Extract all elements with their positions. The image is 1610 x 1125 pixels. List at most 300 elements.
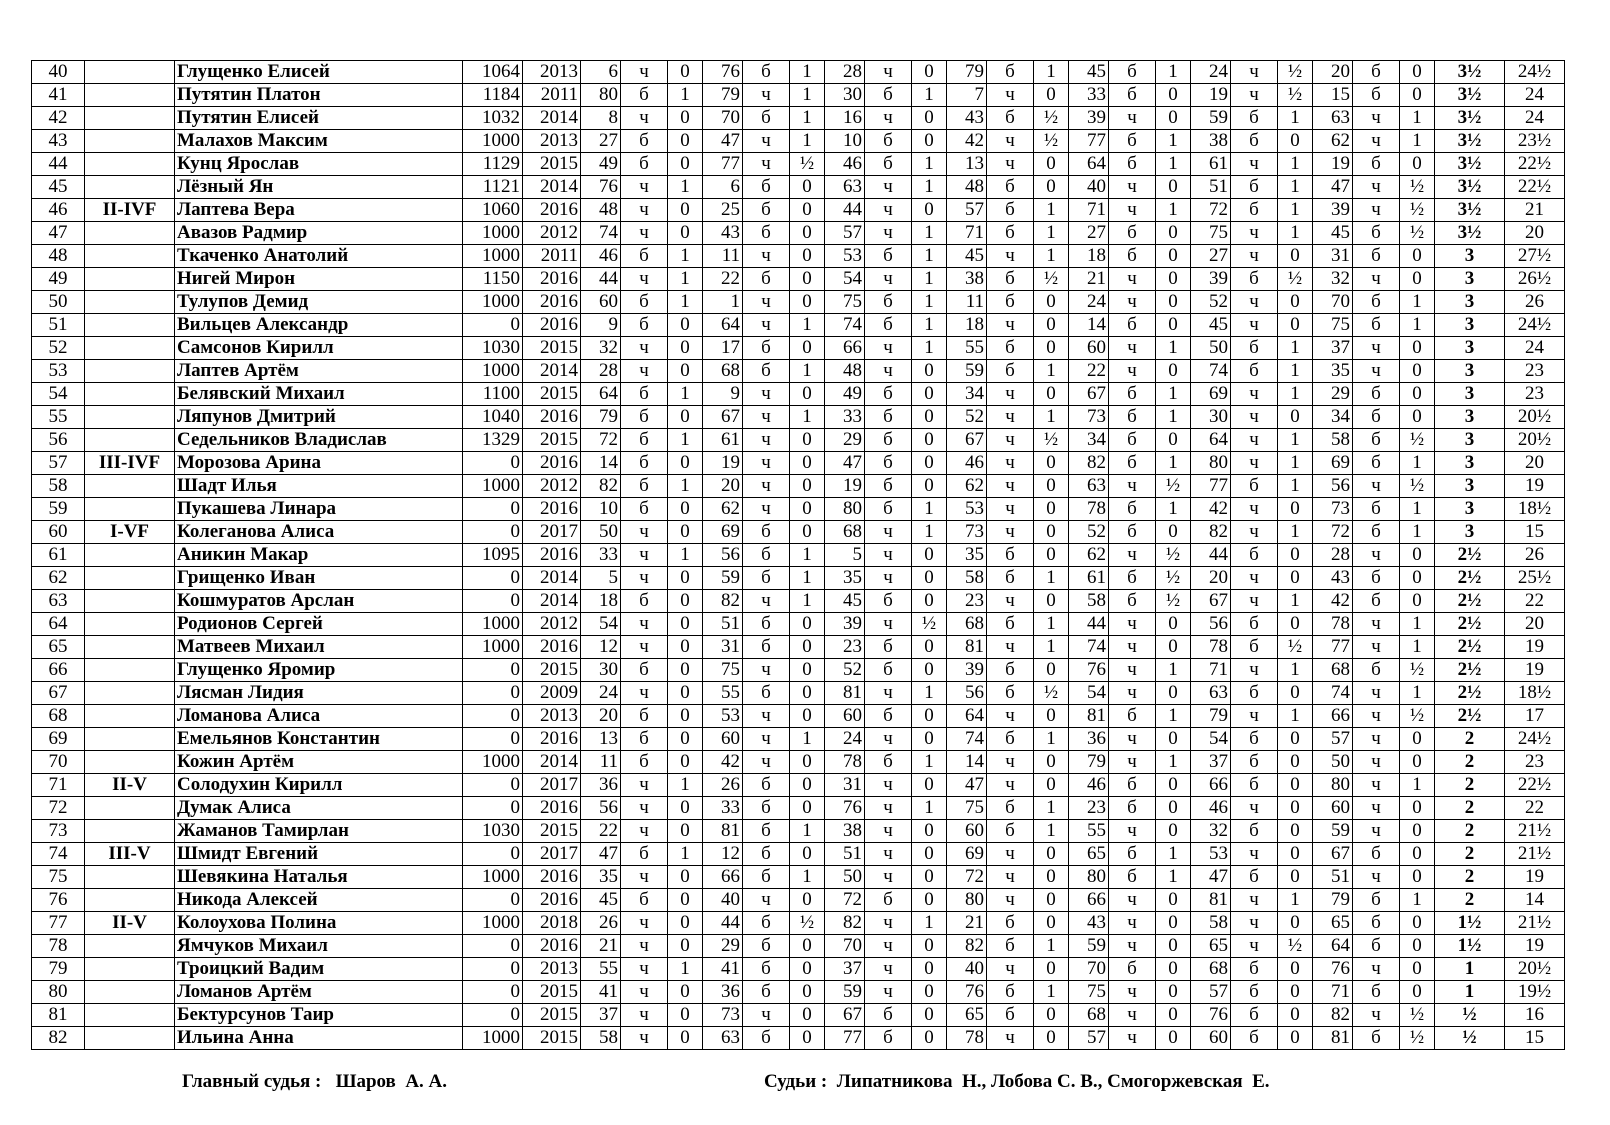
tiebreak-cell: 21½ (1505, 820, 1565, 843)
color-cell-r2: б (743, 61, 790, 84)
color-cell-r7: б (1353, 452, 1400, 475)
color-cell-r1: ч (621, 682, 668, 705)
player-name-cell: Думак Алиса (175, 797, 463, 820)
result-cell-r6: 1 (1278, 590, 1313, 613)
color-cell-r3: ч (865, 107, 912, 130)
color-cell-r4: б (987, 935, 1034, 958)
result-cell-r2: 1 (790, 590, 825, 613)
result-cell-r7: 0 (1400, 843, 1435, 866)
result-cell-r6: 0 (1278, 291, 1313, 314)
birth-year-cell: 2015 (523, 383, 581, 406)
rating-cell: 0 (463, 590, 523, 613)
color-cell-r1: б (621, 889, 668, 912)
result-cell-r3: 0 (912, 705, 947, 728)
result-cell-r4: 1 (1034, 199, 1069, 222)
color-cell-r5: ч (1109, 728, 1156, 751)
opponent-cell-r7: 60 (1313, 797, 1353, 820)
color-cell-r4: ч (987, 774, 1034, 797)
result-cell-r5: 1 (1156, 452, 1191, 475)
color-cell-r4: ч (987, 498, 1034, 521)
result-cell-r1: 0 (668, 705, 703, 728)
birth-year-cell: 2015 (523, 1004, 581, 1027)
opponent-cell-r2: 41 (703, 958, 743, 981)
birth-year-cell: 2018 (523, 912, 581, 935)
rating-cell: 1000 (463, 291, 523, 314)
result-cell-r2: 1 (790, 544, 825, 567)
color-cell-r2: ч (743, 406, 790, 429)
opponent-cell-r7: 78 (1313, 613, 1353, 636)
color-cell-r6: ч (1231, 452, 1278, 475)
result-cell-r5: 0 (1156, 912, 1191, 935)
player-name-cell: Ильина Анна (175, 1027, 463, 1050)
opponent-cell-r7: 64 (1313, 935, 1353, 958)
color-cell-r5: б (1109, 590, 1156, 613)
category-cell (85, 107, 175, 130)
result-cell-r6: ½ (1278, 61, 1313, 84)
color-cell-r6: ч (1231, 498, 1278, 521)
opponent-cell-r6: 57 (1191, 981, 1231, 1004)
result-cell-r6: ½ (1278, 935, 1313, 958)
color-cell-r6: б (1231, 107, 1278, 130)
result-cell-r5: 1 (1156, 130, 1191, 153)
category-cell (85, 130, 175, 153)
result-cell-r6: 1 (1278, 705, 1313, 728)
opponent-cell-r7: 71 (1313, 981, 1353, 1004)
rating-cell: 0 (463, 843, 523, 866)
place-cell: 68 (32, 705, 85, 728)
result-cell-r1: 1 (668, 176, 703, 199)
color-cell-r2: б (743, 1027, 790, 1050)
color-cell-r1: б (621, 452, 668, 475)
result-cell-r4: 1 (1034, 935, 1069, 958)
color-cell-r6: ч (1231, 567, 1278, 590)
result-cell-r3: 0 (912, 1027, 947, 1050)
color-cell-r7: б (1353, 498, 1400, 521)
opponent-cell-r5: 23 (1069, 797, 1109, 820)
player-name-cell: Ломанова Алиса (175, 705, 463, 728)
color-cell-r6: б (1231, 337, 1278, 360)
opponent-cell-r2: 79 (703, 84, 743, 107)
opponent-cell-r7: 45 (1313, 222, 1353, 245)
points-cell: 2 (1435, 774, 1505, 797)
opponent-cell-r7: 75 (1313, 314, 1353, 337)
result-cell-r3: 1 (912, 222, 947, 245)
opponent-cell-r4: 11 (947, 291, 987, 314)
color-cell-r2: б (743, 521, 790, 544)
opponent-cell-r3: 10 (825, 130, 865, 153)
birth-year-cell: 2016 (523, 291, 581, 314)
color-cell-r7: ч (1353, 866, 1400, 889)
color-cell-r2: б (743, 958, 790, 981)
color-cell-r1: ч (621, 107, 668, 130)
color-cell-r4: ч (987, 406, 1034, 429)
opponent-cell-r7: 47 (1313, 176, 1353, 199)
result-cell-r5: ½ (1156, 544, 1191, 567)
birth-year-cell: 2014 (523, 176, 581, 199)
color-cell-r7: б (1353, 912, 1400, 935)
category-cell (85, 337, 175, 360)
result-cell-r2: 0 (790, 521, 825, 544)
birth-year-cell: 2013 (523, 958, 581, 981)
points-cell: 2 (1435, 889, 1505, 912)
color-cell-r4: б (987, 912, 1034, 935)
result-cell-r3: 1 (912, 268, 947, 291)
rating-cell: 1030 (463, 820, 523, 843)
result-cell-r7: 0 (1400, 935, 1435, 958)
tiebreak-cell: 20½ (1505, 429, 1565, 452)
opponent-cell-r5: 24 (1069, 291, 1109, 314)
player-name-cell: Ямчуков Михаил (175, 935, 463, 958)
result-cell-r3: 0 (912, 567, 947, 590)
color-cell-r5: б (1109, 958, 1156, 981)
result-cell-r7: 0 (1400, 751, 1435, 774)
color-cell-r3: ч (865, 199, 912, 222)
result-cell-r1: 1 (668, 544, 703, 567)
color-cell-r2: ч (743, 498, 790, 521)
opponent-cell-r2: 42 (703, 751, 743, 774)
color-cell-r2: б (743, 797, 790, 820)
opponent-cell-r2: 66 (703, 866, 743, 889)
birth-year-cell: 2012 (523, 222, 581, 245)
opponent-cell-r3: 77 (825, 1027, 865, 1050)
opponent-cell-r4: 62 (947, 475, 987, 498)
opponent-cell-r1: 5 (581, 567, 621, 590)
result-cell-r4: 1 (1034, 636, 1069, 659)
color-cell-r2: ч (743, 291, 790, 314)
result-cell-r3: 0 (912, 981, 947, 1004)
result-cell-r6: 0 (1278, 314, 1313, 337)
color-cell-r7: б (1353, 1027, 1400, 1050)
tiebreak-cell: 21½ (1505, 912, 1565, 935)
birth-year-cell: 2016 (523, 866, 581, 889)
player-name-cell: Лаптева Вера (175, 199, 463, 222)
opponent-cell-r3: 78 (825, 751, 865, 774)
opponent-cell-r4: 13 (947, 153, 987, 176)
color-cell-r3: б (865, 889, 912, 912)
tiebreak-cell: 22 (1505, 590, 1565, 613)
rating-cell: 0 (463, 452, 523, 475)
result-cell-r7: 0 (1400, 958, 1435, 981)
category-cell (85, 935, 175, 958)
place-cell: 57 (32, 452, 85, 475)
place-cell: 69 (32, 728, 85, 751)
result-cell-r1: 0 (668, 406, 703, 429)
player-name-cell: Путятин Елисей (175, 107, 463, 130)
color-cell-r1: б (621, 705, 668, 728)
opponent-cell-r7: 34 (1313, 406, 1353, 429)
opponent-cell-r6: 72 (1191, 199, 1231, 222)
color-cell-r7: ч (1353, 130, 1400, 153)
result-cell-r2: ½ (790, 153, 825, 176)
color-cell-r2: б (743, 935, 790, 958)
birth-year-cell: 2014 (523, 567, 581, 590)
result-cell-r2: 0 (790, 843, 825, 866)
color-cell-r6: ч (1231, 314, 1278, 337)
result-cell-r4: 1 (1034, 406, 1069, 429)
color-cell-r3: б (865, 590, 912, 613)
opponent-cell-r1: 60 (581, 291, 621, 314)
opponent-cell-r7: 76 (1313, 958, 1353, 981)
color-cell-r6: б (1231, 981, 1278, 1004)
color-cell-r3: ч (865, 728, 912, 751)
birth-year-cell: 2016 (523, 498, 581, 521)
result-cell-r1: 0 (668, 1004, 703, 1027)
result-cell-r3: 0 (912, 544, 947, 567)
opponent-cell-r4: 79 (947, 61, 987, 84)
opponent-cell-r3: 80 (825, 498, 865, 521)
color-cell-r7: б (1353, 84, 1400, 107)
result-cell-r7: 0 (1400, 245, 1435, 268)
tiebreak-cell: 26½ (1505, 268, 1565, 291)
color-cell-r7: ч (1353, 820, 1400, 843)
result-cell-r6: 1 (1278, 222, 1313, 245)
opponent-cell-r6: 46 (1191, 797, 1231, 820)
result-cell-r2: 0 (790, 889, 825, 912)
player-name-cell: Емельянов Константин (175, 728, 463, 751)
color-cell-r1: б (621, 498, 668, 521)
rating-cell: 1100 (463, 383, 523, 406)
opponent-cell-r3: 54 (825, 268, 865, 291)
player-name-cell: Аникин Макар (175, 544, 463, 567)
result-cell-r2: 0 (790, 659, 825, 682)
color-cell-r5: б (1109, 429, 1156, 452)
rating-cell: 0 (463, 797, 523, 820)
opponent-cell-r5: 61 (1069, 567, 1109, 590)
color-cell-r5: б (1109, 153, 1156, 176)
color-cell-r2: б (743, 222, 790, 245)
opponent-cell-r1: 22 (581, 820, 621, 843)
opponent-cell-r7: 65 (1313, 912, 1353, 935)
rating-cell: 1000 (463, 751, 523, 774)
result-cell-r5: 0 (1156, 1004, 1191, 1027)
result-cell-r1: 1 (668, 475, 703, 498)
opponent-cell-r5: 74 (1069, 636, 1109, 659)
opponent-cell-r5: 81 (1069, 705, 1109, 728)
color-cell-r6: ч (1231, 291, 1278, 314)
opponent-cell-r4: 69 (947, 843, 987, 866)
color-cell-r5: б (1109, 383, 1156, 406)
place-cell: 62 (32, 567, 85, 590)
opponent-cell-r6: 44 (1191, 544, 1231, 567)
opponent-cell-r1: 76 (581, 176, 621, 199)
result-cell-r2: 0 (790, 429, 825, 452)
result-cell-r7: ½ (1400, 659, 1435, 682)
points-cell: 3 (1435, 360, 1505, 383)
player-name-cell: Малахов Максим (175, 130, 463, 153)
points-cell: 2½ (1435, 659, 1505, 682)
opponent-cell-r3: 29 (825, 429, 865, 452)
color-cell-r1: б (621, 383, 668, 406)
opponent-cell-r4: 68 (947, 613, 987, 636)
color-cell-r4: ч (987, 843, 1034, 866)
opponent-cell-r7: 43 (1313, 567, 1353, 590)
rating-cell: 0 (463, 774, 523, 797)
opponent-cell-r6: 77 (1191, 475, 1231, 498)
category-cell (85, 291, 175, 314)
color-cell-r7: ч (1353, 360, 1400, 383)
result-cell-r3: 0 (912, 728, 947, 751)
result-cell-r3: 0 (912, 406, 947, 429)
result-cell-r6: 0 (1278, 245, 1313, 268)
result-cell-r5: 0 (1156, 797, 1191, 820)
result-cell-r6: 0 (1278, 1004, 1313, 1027)
result-cell-r4: ½ (1034, 130, 1069, 153)
color-cell-r3: ч (865, 820, 912, 843)
result-cell-r4: 0 (1034, 774, 1069, 797)
result-cell-r2: 0 (790, 797, 825, 820)
opponent-cell-r7: 20 (1313, 61, 1353, 84)
tiebreak-cell: 19 (1505, 659, 1565, 682)
player-name-cell: Глущенко Яромир (175, 659, 463, 682)
player-name-cell: Колоухова Полина (175, 912, 463, 935)
opponent-cell-r1: 54 (581, 613, 621, 636)
color-cell-r7: ч (1353, 705, 1400, 728)
result-cell-r1: 0 (668, 866, 703, 889)
result-cell-r1: 0 (668, 360, 703, 383)
result-cell-r3: 0 (912, 61, 947, 84)
opponent-cell-r3: 60 (825, 705, 865, 728)
result-cell-r3: 0 (912, 820, 947, 843)
player-name-cell: Тулупов Демид (175, 291, 463, 314)
category-cell (85, 383, 175, 406)
color-cell-r1: б (621, 659, 668, 682)
color-cell-r5: б (1109, 452, 1156, 475)
player-name-cell: Грищенко Иван (175, 567, 463, 590)
tiebreak-cell: 20½ (1505, 406, 1565, 429)
rating-cell: 0 (463, 889, 523, 912)
player-name-cell: Матвеев Михаил (175, 636, 463, 659)
place-cell: 54 (32, 383, 85, 406)
result-cell-r2: 0 (790, 958, 825, 981)
birth-year-cell: 2016 (523, 935, 581, 958)
result-cell-r5: 0 (1156, 728, 1191, 751)
birth-year-cell: 2017 (523, 774, 581, 797)
result-cell-r3: 1 (912, 153, 947, 176)
opponent-cell-r4: 21 (947, 912, 987, 935)
result-cell-r7: 0 (1400, 360, 1435, 383)
points-cell: 3 (1435, 268, 1505, 291)
opponent-cell-r2: 82 (703, 590, 743, 613)
opponent-cell-r1: 21 (581, 935, 621, 958)
points-cell: 3½ (1435, 84, 1505, 107)
result-cell-r2: 1 (790, 406, 825, 429)
opponent-cell-r7: 77 (1313, 636, 1353, 659)
result-cell-r4: 0 (1034, 866, 1069, 889)
player-name-cell: Кунц Ярослав (175, 153, 463, 176)
category-cell (85, 728, 175, 751)
player-name-cell: Путятин Платон (175, 84, 463, 107)
color-cell-r5: б (1109, 61, 1156, 84)
player-name-cell: Самсонов Кирилл (175, 337, 463, 360)
result-cell-r5: 0 (1156, 429, 1191, 452)
place-cell: 70 (32, 751, 85, 774)
color-cell-r2: б (743, 107, 790, 130)
place-cell: 48 (32, 245, 85, 268)
result-cell-r6: 1 (1278, 475, 1313, 498)
result-cell-r4: 1 (1034, 245, 1069, 268)
color-cell-r6: б (1231, 820, 1278, 843)
result-cell-r1: 0 (668, 613, 703, 636)
points-cell: 3 (1435, 429, 1505, 452)
opponent-cell-r2: 73 (703, 1004, 743, 1027)
result-cell-r6: 0 (1278, 820, 1313, 843)
result-cell-r5: 1 (1156, 866, 1191, 889)
opponent-cell-r5: 40 (1069, 176, 1109, 199)
color-cell-r5: б (1109, 774, 1156, 797)
color-cell-r3: ч (865, 567, 912, 590)
opponent-cell-r7: 39 (1313, 199, 1353, 222)
place-cell: 63 (32, 590, 85, 613)
category-cell (85, 1004, 175, 1027)
color-cell-r7: б (1353, 245, 1400, 268)
tiebreak-cell: 20 (1505, 452, 1565, 475)
color-cell-r7: б (1353, 567, 1400, 590)
table-row (32, 659, 1565, 682)
color-cell-r5: ч (1109, 935, 1156, 958)
place-cell: 44 (32, 153, 85, 176)
result-cell-r1: 0 (668, 728, 703, 751)
opponent-cell-r6: 56 (1191, 613, 1231, 636)
birth-year-cell: 2013 (523, 130, 581, 153)
color-cell-r7: ч (1353, 1004, 1400, 1027)
table-row (32, 866, 1565, 889)
opponent-cell-r5: 70 (1069, 958, 1109, 981)
opponent-cell-r2: 9 (703, 383, 743, 406)
color-cell-r7: ч (1353, 337, 1400, 360)
rating-cell: 1000 (463, 636, 523, 659)
opponent-cell-r4: 45 (947, 245, 987, 268)
chief-judge: Главный судья : Шаров А. А. (182, 1071, 448, 1092)
table-row (32, 222, 1565, 245)
result-cell-r3: 0 (912, 383, 947, 406)
opponent-cell-r4: 14 (947, 751, 987, 774)
color-cell-r2: б (743, 682, 790, 705)
color-cell-r1: ч (621, 1027, 668, 1050)
opponent-cell-r3: 67 (825, 1004, 865, 1027)
birth-year-cell: 2012 (523, 475, 581, 498)
color-cell-r6: б (1231, 360, 1278, 383)
table-row (32, 475, 1565, 498)
color-cell-r1: ч (621, 820, 668, 843)
result-cell-r2: 0 (790, 383, 825, 406)
opponent-cell-r4: 46 (947, 452, 987, 475)
result-cell-r4: 0 (1034, 1027, 1069, 1050)
opponent-cell-r7: 79 (1313, 889, 1353, 912)
result-cell-r5: 0 (1156, 613, 1191, 636)
result-cell-r2: 0 (790, 751, 825, 774)
place-cell: 59 (32, 498, 85, 521)
opponent-cell-r2: 29 (703, 935, 743, 958)
result-cell-r6: 0 (1278, 981, 1313, 1004)
color-cell-r6: б (1231, 1004, 1278, 1027)
birth-year-cell: 2016 (523, 797, 581, 820)
color-cell-r6: б (1231, 176, 1278, 199)
table-row (32, 521, 1565, 544)
color-cell-r1: б (621, 843, 668, 866)
category-cell (85, 866, 175, 889)
color-cell-r5: ч (1109, 912, 1156, 935)
color-cell-r5: б (1109, 222, 1156, 245)
rating-cell: 0 (463, 314, 523, 337)
opponent-cell-r3: 76 (825, 797, 865, 820)
table-row (32, 935, 1565, 958)
color-cell-r3: б (865, 1027, 912, 1050)
table-row (32, 682, 1565, 705)
color-cell-r7: б (1353, 291, 1400, 314)
result-cell-r4: 0 (1034, 452, 1069, 475)
result-cell-r1: 1 (668, 291, 703, 314)
opponent-cell-r4: 73 (947, 521, 987, 544)
